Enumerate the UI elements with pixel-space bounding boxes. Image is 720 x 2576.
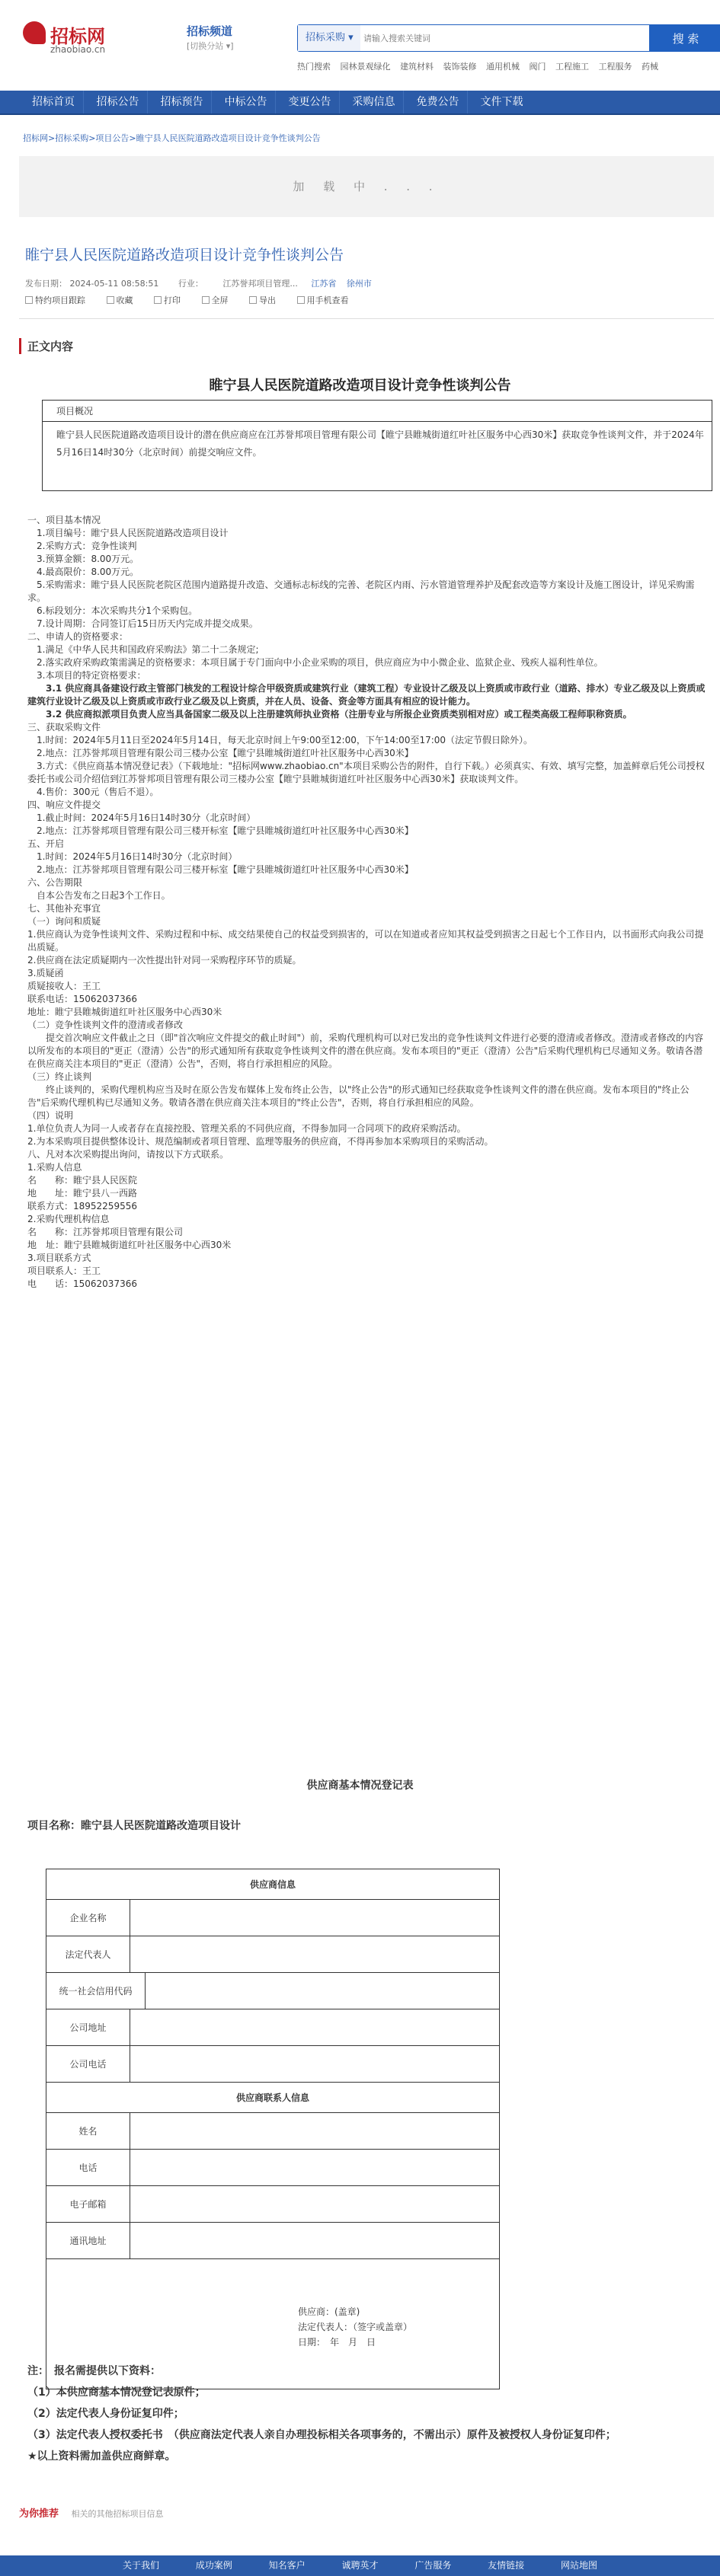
- body-paragraph: 1.满足《中华人民共和国政府采购法》第二十二条规定;: [27, 644, 259, 655]
- owner: 江苏誉邦项目管理...: [222, 279, 298, 289]
- body-paragraph: 4.售价：300元（售后不退）。: [27, 787, 159, 797]
- section-heading: 正文内容: [19, 338, 73, 354]
- body-paragraph: 2.地点：江苏誉邦项目管理有限公司三楼开标室【睢宁县睢城街道红叶社区服务中心西30米】: [27, 825, 414, 836]
- body-paragraph: 3.本项目的特定资格要求：: [27, 670, 146, 681]
- form-row: [46, 2186, 499, 2223]
- footer-link[interactable]: 网站地图: [561, 2560, 598, 2571]
- search-input[interactable]: [363, 30, 592, 46]
- site-header: [0, 0, 720, 72]
- body-paragraph: 联系电话：15062037366: [27, 994, 137, 1004]
- logo-domain: zhaobiao.cn: [50, 44, 106, 55]
- body-paragraph: （一）询问和质疑: [27, 916, 101, 927]
- city-link[interactable]: 徐州市: [346, 279, 372, 289]
- form-row: [46, 2046, 499, 2083]
- logo-mark-icon: [23, 21, 46, 44]
- nav-tender[interactable]: 招标公告: [83, 91, 152, 113]
- form-row: [46, 1936, 499, 1973]
- form-label: 电话: [46, 2150, 130, 2186]
- body-paragraph: 2.地点：江苏誉邦项目管理有限公司三楼开标室【睢宁县睢城街道红叶社区服务中心西30米】: [27, 864, 414, 875]
- logo-text: 招标网: [50, 25, 105, 47]
- body-paragraph: 二、申请人的资格要求：: [27, 631, 129, 642]
- search-button[interactable]: 搜 索: [649, 24, 720, 52]
- body-paragraph: 3.方式：《供应商基本情况登记表》（下载地址："招标网www.zhaobiao.cn"本项目采购公告的附件，自行下载。）必须真实、有效、填写完整，加盖鲜章后凭公司授权委托书或公司介绍信到江苏誉邦项目管理有限公司三楼办公室【睢宁县睢城街道红叶社区服务中心西30米】获取谈判文件。: [27, 761, 705, 784]
- switch-site-link[interactable]: [切换分站 ▾]: [187, 41, 234, 51]
- body-paragraph: 六、公告期限: [27, 877, 83, 888]
- body-paragraph: 三、获取采购文件: [27, 722, 101, 733]
- form-project-name: 项目名称：睢宁县人民医院道路改造项目设计: [27, 1820, 241, 1832]
- note-line: 注： 报名需提供以下资料：: [27, 2365, 161, 2377]
- body-paragraph: 名 称：江苏誉邦项目管理有限公司: [27, 1227, 184, 1237]
- hot-search-label: 热门搜索: [297, 62, 331, 72]
- form-row: [46, 2009, 499, 2046]
- body-paragraph: 项目联系人：王工: [27, 1266, 101, 1276]
- body-paragraph: （二）竞争性谈判文件的澄清或者修改: [27, 1020, 184, 1030]
- divider: [19, 318, 714, 319]
- fullscreen-button[interactable]: 全屏: [202, 295, 229, 305]
- footer-link[interactable]: 知名客户: [268, 2560, 306, 2571]
- body-paragraph: 2.为本采购项目提供整体设计、规范编制或者项目管理、监理等服务的供应商，不得再参加本采购项目的采购活动。: [27, 1136, 494, 1147]
- form-row: [46, 2150, 499, 2186]
- favorite-button[interactable]: 收藏: [107, 295, 133, 305]
- body-paragraph: 一、项目基本情况: [27, 515, 101, 525]
- hot-search-link[interactable]: 建筑材料: [400, 62, 434, 72]
- province-link[interactable]: 江苏省: [311, 279, 337, 289]
- fullscreen-icon: [202, 296, 210, 304]
- article-title: 睢宁县人民医院道路改造项目设计竞争性谈判公告: [209, 378, 511, 394]
- requirements-notes: [27, 2361, 616, 2467]
- form-row: [46, 2113, 499, 2150]
- body-paragraph: 电 话：15062037366: [27, 1278, 137, 1289]
- form-row: [46, 1900, 499, 1936]
- track-button[interactable]: 特约项目跟踪: [25, 295, 85, 305]
- publish-date: 2024-05-11 08:58:51: [69, 279, 159, 289]
- overview-box: [42, 400, 712, 491]
- ad-loading-banner: 加 载 中 . . .: [19, 156, 714, 217]
- nav-change[interactable]: 变更公告: [275, 91, 344, 113]
- body-paragraph: 地 址：睢宁县睢城街道红叶社区服务中心西30米: [27, 1240, 232, 1250]
- registration-form: [46, 1869, 500, 2389]
- body-paragraph: 4.最高限价：8.00万元。: [27, 567, 139, 577]
- note-line: ★以上资料需加盖供应商鲜章。: [27, 2450, 176, 2463]
- sig-representative: 法定代表人：（签字或盖章）: [298, 2322, 413, 2332]
- nav-award[interactable]: 中标公告: [211, 91, 280, 113]
- hot-search-link[interactable]: 园林景观绿化: [340, 62, 391, 72]
- sig-date: 日期： 年 月 日: [298, 2337, 376, 2348]
- note-line: （3）法定代表人授权委托书 （供应商法定代表人亲自办理投标相关各项事务的，不需出示）原件及被授权人身份证复印件；: [27, 2429, 616, 2441]
- body-paragraph: 1.截止时间：2024年5月16日14时30分（北京时间）: [27, 812, 256, 823]
- form-label: 电子邮箱: [46, 2186, 130, 2223]
- hot-search-link[interactable]: 工程施工: [555, 62, 589, 72]
- main-nav: [0, 91, 720, 115]
- body-paragraph: 2.落实政府采购政策需满足的资格要求：本项目属于专门面向中小企业采购的项目，供应商应为中小微企业、监狱企业、残疾人福利性单位。: [27, 657, 603, 668]
- body-paragraph: 质疑接收人：王工: [27, 981, 101, 991]
- body-paragraph: （四）说明: [27, 1110, 74, 1121]
- body-paragraph: 3.质疑函: [27, 968, 64, 978]
- body-paragraph: 3.预算金额：8.00万元。: [27, 554, 139, 564]
- body-paragraph: 名 称：睢宁县人民医院: [27, 1175, 138, 1186]
- overview-label: 项目概况: [43, 401, 712, 422]
- form-label: 姓名: [46, 2113, 130, 2150]
- body-paragraph: 3.1 供应商具备建设行政主管部门核发的工程设计综合甲级资质或建筑行业（建筑工程）专业设计乙级及以上资质或市政行业（道路、排水）专业乙级及以上资质或建筑行业设计乙级及以上资质或市政行业乙级及以上资质，并在人员、设备、资金等方面具有相应的设计能力。: [27, 683, 706, 707]
- search-type-select[interactable]: 招标采购 ▾: [298, 25, 360, 51]
- body-paragraph: 八、凡对本次采购提出询问，请按以下方式联系。: [27, 1149, 229, 1160]
- footer-link[interactable]: 诚聘英才: [341, 2560, 379, 2571]
- supplier-info-header: 供应商信息: [46, 1869, 499, 1900]
- form-title: 供应商基本情况登记表: [306, 1780, 414, 1792]
- body-paragraph: 1.时间：2024年5月16日14时30分（北京时间）: [27, 851, 238, 862]
- body-paragraph: 自本公告发布之日起3个工作日。: [27, 890, 171, 901]
- footer-link[interactable]: 友情链接: [488, 2560, 525, 2571]
- overview-text: 睢宁县人民医院道路改造项目设计的潜在供应商应在江苏誉邦项目管理有限公司【睢宁县睢城街道红叶社区服务中心西30米】获取竞争性谈判文件，并于2024年5月16日14时30分（北京时间）前提交响应文件。: [56, 429, 704, 458]
- form-row: [46, 1973, 499, 2009]
- body-paragraph: 2.采购方式：竞争性谈判: [27, 541, 137, 551]
- export-icon: [249, 296, 257, 304]
- article-body: [27, 514, 710, 1291]
- hot-search-link[interactable]: 阀门: [529, 62, 546, 72]
- track-icon: [25, 296, 33, 304]
- form-label: 通讯地址: [46, 2223, 130, 2259]
- body-paragraph: 1.时间：2024年5月11日至2024年5月14日，每天北京时间上午9:00至12:00，下午14:00至17:00（法定节假日除外）。: [27, 735, 533, 745]
- note-line: （1）本供应商基本情况登记表原件；: [27, 2386, 206, 2399]
- phone-icon: [297, 296, 305, 304]
- recommend-title: 为你推荐: [19, 2508, 59, 2520]
- page-title: 睢宁县人民医院道路改造项目设计竞争性谈判公告: [25, 247, 344, 263]
- nav-download[interactable]: 文件下载: [467, 91, 536, 113]
- recommend-subtitle: 相关的其他招标项目信息: [71, 2509, 164, 2519]
- hot-search-link[interactable]: 药械: [642, 62, 658, 72]
- form-label: 统一社会信用代码: [46, 1973, 146, 2009]
- body-paragraph: 1.供应商认为竞争性谈判文件、采购过程和中标、成交结果使自己的权益受到损害的，可以在知道或者应知其权益受到损害之日起七个工作日内，以书面形式向我公司提出质疑。: [27, 929, 704, 953]
- nav-purchase[interactable]: 采购信息: [339, 91, 408, 113]
- article-toolbar: [25, 294, 367, 306]
- nav-preview[interactable]: 招标预告: [147, 91, 216, 113]
- hot-search-link[interactable]: 工程服务: [598, 62, 632, 72]
- hot-search-link[interactable]: 装饰装修: [443, 62, 477, 72]
- body-paragraph: 联系方式：18952259556: [27, 1201, 137, 1211]
- date-label: 发布日期：: [25, 279, 67, 289]
- note-line: （2）法定代表人身份证复印件；: [27, 2408, 184, 2420]
- body-paragraph: （三）终止谈判: [27, 1071, 92, 1082]
- hot-search-links: [297, 60, 665, 72]
- body-paragraph: 3.2 供应商拟派项目负责人应当具备国家二级及以上注册建筑师执业资格（注册专业与所报企业资质类别相对应）或工程类高级工程师职称资质。: [27, 709, 632, 720]
- body-paragraph: 五、开启: [27, 838, 65, 849]
- contact-info-header: 供应商联系人信息: [46, 2083, 499, 2113]
- body-paragraph: 地 址：睢宁县八一西路: [27, 1188, 138, 1199]
- form-label: 公司地址: [46, 2009, 130, 2046]
- form-label: 企业名称: [46, 1900, 130, 1936]
- nav-free[interactable]: 免费公告: [403, 91, 472, 113]
- footer-links: [0, 2555, 720, 2576]
- industry-label: 行业：: [178, 279, 203, 289]
- body-paragraph: 5.采购需求：睢宁县人民医院老院区范围内道路提升改造、交通标志标线的完善、老院区内雨、污水管道管理养护及配套改造等方案设计及施工图设计，详见采购需求。: [27, 579, 695, 603]
- search-box: [297, 24, 720, 52]
- body-paragraph: 提交首次响应文件截止之日（即"首次响应文件提交的截止时间"）前，采购代理机构可以对已发出的竞争性谈判文件进行必要的澄清或者修改。澄清或者修改的内容以所发布的本项目的"更正（澄清）公告"的形式通知所有获取竞争性谈判文件的潜在供应商。发布本项目的"更正（澄清）公告"后采购代理机构已尽通知义务。敬请各潜在供应商关注本项目的"更正（澄清）公告"，否则，将自行承担相应的风险。: [27, 1033, 704, 1069]
- print-button[interactable]: 打印: [154, 295, 181, 305]
- body-paragraph: 四、响应文件提交: [27, 800, 101, 810]
- sig-supplier: 供应商：(盖章): [298, 2306, 360, 2317]
- channel-title: 招标频道: [187, 24, 233, 38]
- footer-link[interactable]: 成功案例: [195, 2560, 232, 2571]
- body-paragraph: 1.项目编号：睢宁县人民医院道路改造项目设计: [27, 528, 229, 538]
- nav-home[interactable]: 招标首页: [32, 96, 75, 108]
- body-paragraph: 3.项目联系方式: [27, 1253, 91, 1263]
- body-paragraph: 地址：睢宁县睢城街道红叶社区服务中心西30米: [27, 1007, 222, 1017]
- star-icon: [107, 296, 114, 304]
- body-paragraph: 7.设计周期：合同签订后15日历天内完成并提交成果。: [27, 618, 258, 629]
- body-paragraph: 七、其他补充事宜: [27, 903, 101, 914]
- form-label: 公司电话: [46, 2046, 130, 2083]
- footer-link[interactable]: 广告服务: [414, 2560, 452, 2571]
- form-label: 法定代表人: [46, 1936, 130, 1973]
- body-paragraph: 1.单位负责人为同一人或者存在直接控股、管理关系的不同供应商，不得参加同一合同项下的政府采购活动。: [27, 1123, 466, 1134]
- footer-link[interactable]: 关于我们: [122, 2560, 159, 2571]
- body-paragraph: 1.采购人信息: [27, 1162, 82, 1173]
- body-paragraph: 2.采购代理机构信息: [27, 1214, 110, 1224]
- export-button[interactable]: 导出: [249, 295, 276, 305]
- printer-icon: [154, 296, 162, 304]
- body-paragraph: 终止谈判的，采购代理机构应当及时在原公告发布媒体上发布终止公告，以"终止公告"的形式通知已经获取竞争性谈判文件的潜在供应商。发布本项目的"终止公告"后采购代理机构已尽通知义务。敬请各潜在供应商关注本项目的"终止公告"，否则，将自行承担相应的风险。: [27, 1084, 690, 1108]
- mobile-view-button[interactable]: 用手机查看: [297, 295, 349, 305]
- hot-search-link[interactable]: 通用机械: [486, 62, 520, 72]
- form-row: [46, 2223, 499, 2259]
- breadcrumb[interactable]: 招标网>招标采购>项目公告>睢宁县人民医院道路改造项目设计竞争性谈判公告: [23, 133, 321, 143]
- body-paragraph: 2.供应商在法定质疑期内一次性提出针对同一采购程序环节的质疑。: [27, 955, 302, 966]
- logo[interactable]: [23, 21, 114, 56]
- body-paragraph: 2.地点：江苏誉邦项目管理有限公司三楼办公室【睢宁县睢城街道红叶社区服务中心西30米】: [27, 748, 414, 758]
- meta-line: [25, 277, 372, 289]
- recommend-section: [19, 2505, 164, 2520]
- body-paragraph: 6.标段划分：本次采购共分1个采购包。: [27, 605, 198, 616]
